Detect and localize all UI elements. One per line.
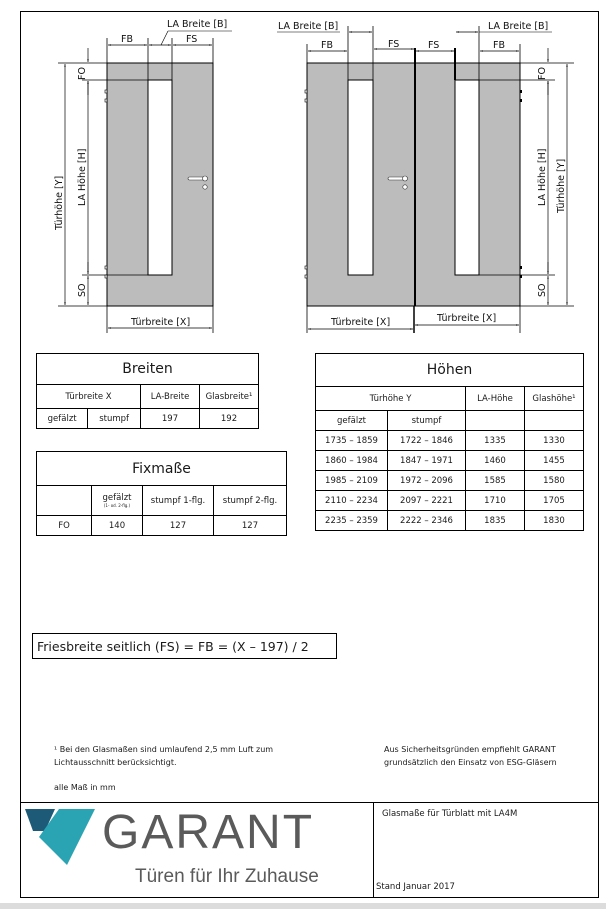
breiten-sub-stumpf: stumpf xyxy=(88,409,141,429)
label-la-breite-left: LA Breite [B] xyxy=(167,19,228,30)
fixmasse-col-gefaelzt-note: (1- od. 2-flg.) xyxy=(103,503,131,508)
friesbreite-formula: Friesbreite seitlich (FS) = FB = (X – 197) / 2 xyxy=(32,633,337,659)
hoehen-col-glashoehe: Glashöhe¹ xyxy=(525,387,584,411)
cell-glashoehe: 1330 xyxy=(525,431,584,451)
glass-cutout-right-a xyxy=(348,80,373,275)
cell-stumpf: 1722 – 1846 xyxy=(388,431,466,451)
page-bottom-edge xyxy=(0,903,606,909)
table-row xyxy=(316,491,584,511)
label-tuerhoehe-left: Türhöhe [Y] xyxy=(54,175,65,230)
hinge-icon xyxy=(520,275,522,278)
label-fb-right-b: FB xyxy=(493,40,505,51)
title-block xyxy=(20,802,599,898)
label-fo-left: FO xyxy=(77,67,88,80)
document-stand-date: Stand Januar 2017 xyxy=(376,882,455,892)
units-note: alle Maß in mm xyxy=(54,783,116,792)
hinge-icon xyxy=(520,90,522,93)
hoehen-sub-empty xyxy=(466,411,525,431)
breiten-sub-gefaelzt: gefälzt xyxy=(37,409,88,429)
table-row xyxy=(316,511,584,531)
fixmasse-value-stumpf1: 127 xyxy=(143,516,214,536)
label-fb-right-a: FB xyxy=(321,40,333,51)
cell-gefaelzt: 2235 – 2359 xyxy=(316,511,388,531)
safety-line-2: grundsätzlich den Einsatz von ESG-Gläsern xyxy=(384,758,557,767)
label-so-right: SO xyxy=(537,283,548,297)
garant-logo-wordmark: GARANT xyxy=(102,806,315,859)
label-tuerbreite-left: Türbreite [X] xyxy=(131,317,191,328)
footnote-line-2: Lichtausschnitt berücksichtigt. xyxy=(54,758,177,767)
label-la-hoehe-left: LA Höhe [H] xyxy=(77,148,88,206)
glass-cutout-left xyxy=(148,80,172,275)
cell-gefaelzt: 1735 – 1859 xyxy=(316,431,388,451)
cell-la-hoehe: 1460 xyxy=(466,451,525,471)
fixmasse-empty-cell xyxy=(37,486,92,516)
cell-stumpf: 2097 – 2221 xyxy=(388,491,466,511)
fixmasse-value-gefaelzt: 140 xyxy=(92,516,143,536)
hinge-icon xyxy=(305,275,307,278)
glass-footnote xyxy=(54,743,273,769)
garant-logo-mark-icon xyxy=(25,809,97,867)
fixmasse-table xyxy=(36,451,287,536)
hoehen-sub-empty xyxy=(525,411,584,431)
breiten-title: Breiten xyxy=(37,354,259,385)
hoehen-col-tuerhoehe: Türhöhe Y xyxy=(316,387,466,411)
cell-glashoehe: 1455 xyxy=(525,451,584,471)
hoehen-sub-gefaelzt: gefälzt xyxy=(316,411,388,431)
hinge-icon xyxy=(305,90,307,93)
cell-la-hoehe: 1710 xyxy=(466,491,525,511)
label-fo-right: FO xyxy=(537,67,548,80)
hoehen-table xyxy=(315,353,584,531)
cell-gefaelzt: 1985 – 2109 xyxy=(316,471,388,491)
door-drawings xyxy=(0,0,606,340)
single-door-drawing xyxy=(54,19,232,333)
double-door-drawing xyxy=(277,21,574,333)
glass-cutout-right-b xyxy=(455,80,479,275)
table-row xyxy=(316,451,584,471)
label-tuerbreite-right-b: Türbreite [X] xyxy=(437,313,497,324)
table-row xyxy=(316,431,584,451)
table-row xyxy=(316,471,584,491)
cell-la-hoehe: 1835 xyxy=(466,511,525,531)
footnote-line-1: ¹ Bei den Glasmaßen sind umlaufend 2,5 mm Luft zum xyxy=(54,745,274,754)
label-so-left: SO xyxy=(77,283,88,297)
label-tuerbreite-right-a: Türbreite [X] xyxy=(331,317,391,328)
hinge-icon xyxy=(305,266,307,269)
document-title: Glasmaße für Türblatt mit LA4M xyxy=(382,809,518,819)
fixmasse-value-stumpf2: 127 xyxy=(214,516,287,536)
hinge-icon xyxy=(520,99,522,102)
fixmasse-col-stumpf1: stumpf 1-flg. xyxy=(143,486,214,516)
hoehen-sub-stumpf: stumpf xyxy=(388,411,466,431)
hinge-icon xyxy=(305,99,307,102)
cell-la-hoehe: 1585 xyxy=(466,471,525,491)
safety-note xyxy=(384,743,557,769)
cell-gefaelzt: 1860 – 1984 xyxy=(316,451,388,471)
cell-stumpf: 1972 – 2096 xyxy=(388,471,466,491)
hinge-icon xyxy=(105,275,107,278)
hinge-icon xyxy=(105,266,107,269)
cell-stumpf: 1847 – 1971 xyxy=(388,451,466,471)
label-fs-left: FS xyxy=(186,34,198,45)
breiten-col-glasbreite: Glasbreite¹ xyxy=(200,385,259,409)
hoehen-title: Höhen xyxy=(316,354,584,387)
hoehen-col-la-hoehe: LA-Höhe xyxy=(466,387,525,411)
label-la-breite-right-a: LA Breite [B] xyxy=(278,21,339,32)
breiten-la-breite-value: 197 xyxy=(141,409,200,429)
cell-glashoehe: 1580 xyxy=(525,471,584,491)
cell-stumpf: 2222 – 2346 xyxy=(388,511,466,531)
hinge-icon xyxy=(520,266,522,269)
cell-glashoehe: 1705 xyxy=(525,491,584,511)
fixmasse-col-stumpf2: stumpf 2-flg. xyxy=(214,486,287,516)
title-block-info xyxy=(373,803,600,898)
label-fb-left: FB xyxy=(121,34,133,45)
fixmasse-row-label: FO xyxy=(37,516,92,536)
cell-glashoehe: 1830 xyxy=(525,511,584,531)
label-fs-right-a: FS xyxy=(388,39,400,50)
label-la-hoehe-right: LA Höhe [H] xyxy=(537,148,548,206)
breiten-table xyxy=(36,353,259,429)
hinge-icon xyxy=(105,99,107,102)
fixmasse-col-gefaelzt xyxy=(92,486,143,516)
fixmasse-title: Fixmaße xyxy=(37,452,287,486)
fixmasse-col-gefaelzt-label: gefälzt xyxy=(102,493,132,503)
breiten-glasbreite-value: 192 xyxy=(200,409,259,429)
label-la-breite-right-b: LA Breite [B] xyxy=(488,21,549,32)
garant-logo-claim: Türen für Ihr Zuhause xyxy=(135,866,319,887)
cell-gefaelzt: 2110 – 2234 xyxy=(316,491,388,511)
label-fs-right-b: FS xyxy=(428,40,440,51)
cell-la-hoehe: 1335 xyxy=(466,431,525,451)
safety-line-1: Aus Sicherheitsgründen empfiehlt GARANT xyxy=(384,745,556,754)
hinge-icon xyxy=(105,90,107,93)
breiten-col-tuerbreite: Türbreite X xyxy=(37,385,141,409)
label-tuerhoehe-right: Türhöhe [Y] xyxy=(556,158,567,213)
breiten-col-la-breite: LA-Breite xyxy=(141,385,200,409)
